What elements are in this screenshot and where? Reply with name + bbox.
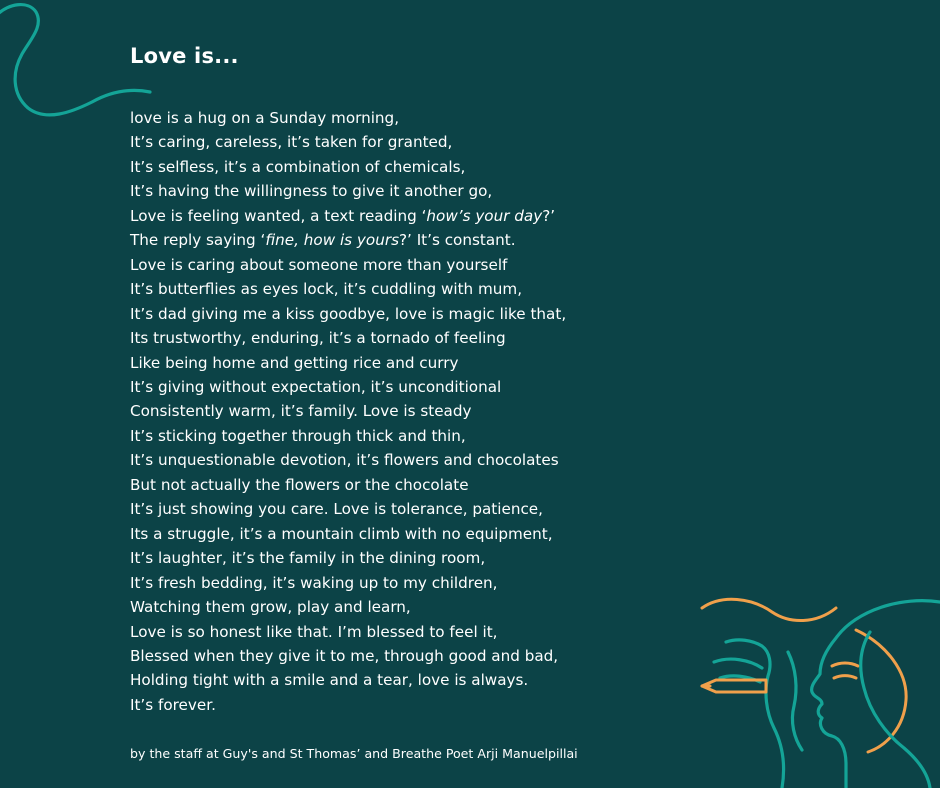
poem-line-text: Holding tight with a smile and a tear, love is always.: [130, 671, 529, 690]
poem-line-text: Its trustworthy, enduring, it’s a tornado of feeling: [130, 329, 506, 348]
poem-line-text: Like being home and getting rice and curry: [130, 353, 459, 372]
poem-line-text: Watching them grow, play and learn,: [130, 598, 411, 617]
poem-line: [130, 326, 690, 350]
poem-line-text: It’s forever.: [130, 695, 216, 714]
poem-line-text: It’s dad giving me a kiss goodbye, love is magic like that,: [130, 304, 567, 323]
poem-line-text: The reply saying ‘: [130, 231, 266, 250]
poem-line-text: It’s butterflies as eyes lock, it’s cuddling with mum,: [130, 280, 523, 299]
poem-line: [130, 179, 690, 203]
poem-line: [130, 522, 690, 546]
poem-line-text: Blessed when they give it to me, through good and bad,: [130, 646, 559, 665]
poem-line-text: ?’ It’s constant.: [398, 231, 516, 250]
poem-line-text: It’s caring, careless, it’s taken for granted,: [130, 133, 453, 152]
poem-line: [130, 644, 690, 668]
poem-line-text: It’s just showing you care. Love is tolerance, patience,: [130, 500, 543, 519]
poem-line: [130, 375, 690, 399]
poem-line: [130, 693, 690, 717]
poem-line-text: It’s selfless, it’s a combination of chemicals,: [130, 157, 466, 176]
poem-line-text: But not actually the flowers or the chocolate: [130, 475, 469, 494]
poem-line-text: It’s laughter, it’s the family in the dining room,: [130, 549, 486, 568]
poem-line: [130, 473, 690, 497]
poem-line: [130, 277, 690, 301]
poem-line-italic: how’s your day: [426, 206, 543, 225]
poem-line-text: Consistently warm, it’s family. Love is steady: [130, 402, 472, 421]
poem-credit: by the staff at Guy's and St Thomas’ and Breathe Poet Arji Manuelpillai: [130, 746, 578, 761]
poem-line-text: ?’: [542, 206, 556, 225]
poem-line: [130, 448, 690, 472]
poem-line: [130, 130, 690, 154]
poem-line: [130, 620, 690, 644]
poem-line-text: It’s unquestionable devotion, it’s flowers and chocolates: [130, 451, 559, 470]
poem-line-text: It’s fresh bedding, it’s waking up to my children,: [130, 573, 498, 592]
poem-line-text: love is a hug on a Sunday morning,: [130, 109, 400, 127]
poem-line: [130, 399, 690, 423]
poem-line: [130, 668, 690, 692]
poem-line: [130, 106, 690, 130]
poem-line: [130, 546, 690, 570]
poem-line: [130, 351, 690, 375]
poem-line: [130, 253, 690, 277]
poem-line: [130, 497, 690, 521]
poem-title: Love is...: [130, 44, 239, 68]
poem-line: [130, 204, 690, 228]
poem-line-text: It’s giving without expectation, it’s unconditional: [130, 377, 502, 396]
poem-line-text: Love is feeling wanted, a text reading ‘: [130, 206, 427, 225]
poem-line: [130, 595, 690, 619]
poem-body: [130, 106, 690, 717]
poem-line-text: It’s sticking together through thick and thin,: [130, 426, 466, 445]
poem-line-text: Love is so honest like that. I’m blessed to feel it,: [130, 622, 498, 641]
face-profile-hand-pencil-illustration: [690, 588, 940, 788]
poem-line: [130, 155, 690, 179]
poem-line-italic: fine, how is yours: [265, 231, 399, 250]
poem-line-text: Love is caring about someone more than yourself: [130, 255, 508, 274]
poem-line: [130, 571, 690, 595]
poem-line: [130, 424, 690, 448]
poem-line: [130, 228, 690, 252]
poem-line: [130, 302, 690, 326]
poem-line-text: Its a struggle, it’s a mountain climb with no equipment,: [130, 524, 553, 543]
poem-line-text: It’s having the willingness to give it another go,: [130, 182, 493, 201]
